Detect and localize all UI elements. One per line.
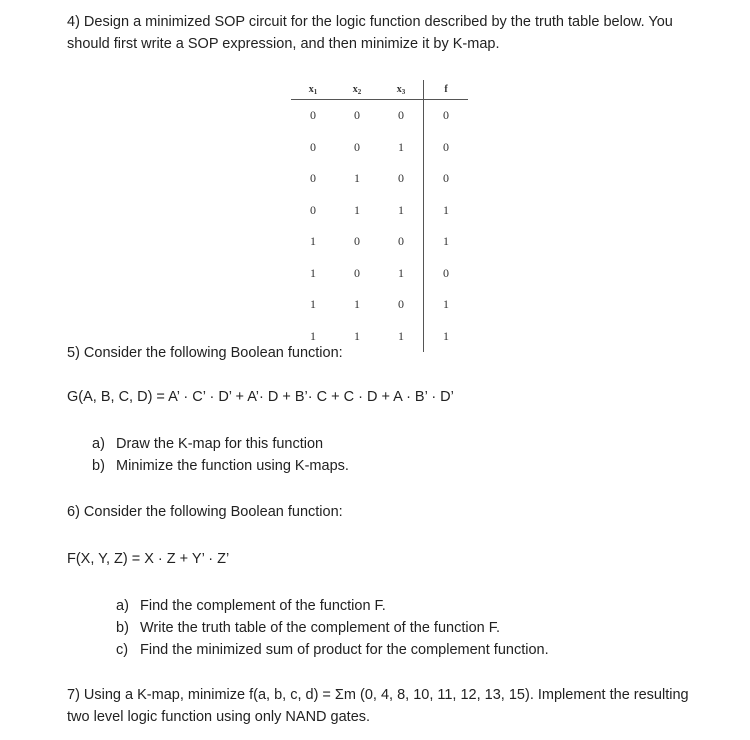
cell-x2: 1: [354, 328, 360, 343]
cell-f: 0: [424, 163, 469, 195]
header-x3: $x_3$: [379, 80, 424, 100]
cell-x3: 1: [398, 265, 404, 280]
table-row: [291, 258, 468, 290]
list-item: [92, 433, 349, 455]
question-6-expression: F(X, Y, Z) = X · Z + Y’ · Z’: [67, 551, 230, 567]
cell-f: 1: [424, 321, 469, 353]
cell-f: 1: [424, 289, 469, 321]
cell-x1: 1: [310, 265, 316, 280]
cell-x2: 1: [354, 171, 360, 186]
part-text: Find the complement of the function F.: [140, 598, 386, 614]
cell-x3: 0: [398, 108, 404, 123]
part-text: Write the truth table of the complement of the function F.: [140, 620, 501, 636]
part-text: Find the minimized sum of product for the complement function.: [140, 642, 549, 658]
cell-x2: 0: [354, 139, 360, 154]
header-x1: $x_1$: [291, 80, 335, 100]
cell-x1: 1: [310, 328, 316, 343]
table-row: [291, 100, 468, 132]
cell-f: 1: [424, 195, 469, 227]
cell-f: 1: [424, 226, 469, 258]
table-row: [291, 226, 468, 258]
cell-x2: 1: [354, 297, 360, 312]
header-f: f: [424, 80, 469, 100]
part-text: Minimize the function using K-maps.: [116, 458, 349, 474]
cell-x1: 0: [310, 202, 316, 217]
list-item: [92, 455, 349, 477]
header-x2: $x_2$: [335, 80, 379, 100]
cell-f: 0: [424, 258, 469, 290]
question-5-intro: 5) Consider the following Boolean function:: [67, 345, 343, 361]
list-item: [116, 595, 549, 617]
cell-x3: 0: [398, 234, 404, 249]
cell-x3: 0: [398, 171, 404, 186]
table-row: [291, 289, 468, 321]
cell-x2: 0: [354, 108, 360, 123]
truth-table: [291, 80, 468, 352]
question-6-parts: [116, 595, 549, 661]
cell-x2: 1: [354, 202, 360, 217]
cell-x2: 0: [354, 234, 360, 249]
cell-x3: 1: [398, 202, 404, 217]
list-item: [116, 639, 549, 661]
part-text: Draw the K-map for this function: [116, 436, 324, 452]
cell-x2: 0: [354, 265, 360, 280]
cell-f: 0: [424, 132, 469, 164]
question-6-intro: 6) Consider the following Boolean function:: [67, 504, 343, 520]
cell-x3: 1: [398, 328, 404, 343]
table-row: [291, 132, 468, 164]
question-7-text: 7) Using a K-map, minimize f(a, b, c, d) = Σm (0, 4, 8, 10, 11, 12, 13, 15). Implement the resulting two level logic function using only NAND gates.: [67, 687, 689, 725]
cell-f: 0: [424, 100, 469, 132]
cell-x3: 0: [398, 297, 404, 312]
part-label: a): [92, 436, 105, 452]
cell-x3: 1: [398, 139, 404, 154]
list-item: [116, 617, 549, 639]
table-row: [291, 195, 468, 227]
cell-x1: 1: [310, 297, 316, 312]
question-4-text: 4) Design a minimized SOP circuit for the logic function described by the truth table below. You should first write a SOP expression, and then minimize it by K-map.: [67, 14, 673, 52]
truth-table-header-row: [291, 80, 468, 100]
cell-x1: 0: [310, 171, 316, 186]
part-label: b): [92, 458, 105, 474]
cell-x1: 1: [310, 234, 316, 249]
cell-x1: 0: [310, 108, 316, 123]
question-5-parts: [92, 433, 349, 477]
part-label: b): [116, 620, 129, 636]
cell-x1: 0: [310, 139, 316, 154]
table-row: [291, 163, 468, 195]
part-label: c): [116, 642, 129, 658]
part-label: a): [116, 598, 129, 614]
question-5-expression: G(A, B, C, D) = A’ · C’ · D’ + A’· D + B’· C + C · D + A · B’ · D’: [67, 389, 454, 405]
